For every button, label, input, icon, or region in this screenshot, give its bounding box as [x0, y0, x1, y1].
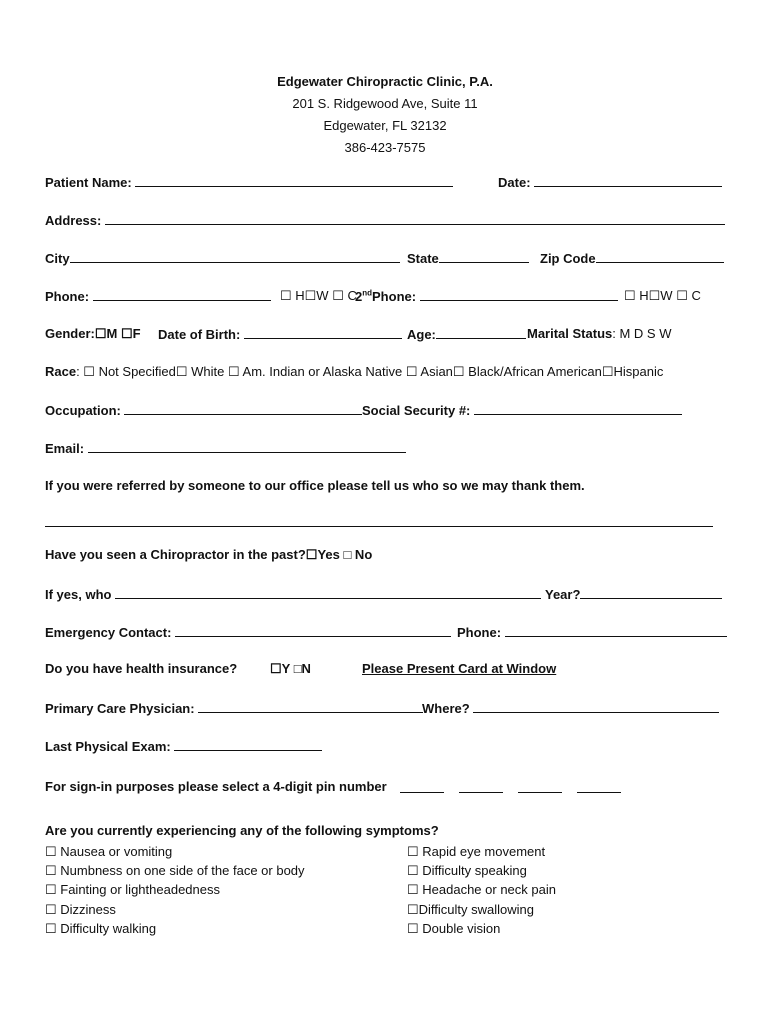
email-row: Email: — [45, 440, 406, 456]
clinic-address-line1: 201 S. Ridgewood Ave, Suite 11 — [292, 96, 478, 111]
dob-label: Date of Birth — [158, 327, 236, 342]
symptom-difficulty-swallowing[interactable]: ☐Difficulty swallowing — [407, 902, 535, 917]
ssn-row — [362, 402, 682, 418]
gender-options[interactable]: ☐M ☐F — [94, 326, 141, 341]
marital-label: Marital Status — [527, 326, 613, 341]
pcp-label: Primary Care Physician: — [45, 701, 195, 716]
email-label: Email — [45, 441, 80, 456]
symptom-difficulty-speaking[interactable]: ☐ Difficulty speaking — [407, 863, 527, 878]
clinic-name: Edgewater Chiropractic Clinic, P.A. — [277, 74, 493, 89]
last-exam-field[interactable] — [174, 738, 322, 751]
symptom-numbness[interactable]: ☐ Numbness on one side of the face or body — [45, 863, 305, 878]
symptom-difficulty-walking[interactable]: ☐ Difficulty walking — [45, 921, 157, 936]
where-field[interactable] — [473, 700, 719, 713]
phone-label: Phone — [45, 289, 85, 304]
zip-field[interactable] — [596, 250, 724, 263]
pin-digit-3[interactable] — [518, 778, 562, 793]
occupation-field[interactable] — [124, 402, 362, 415]
marital-options[interactable]: : M D S W — [612, 326, 672, 341]
last-exam-label: Last Physical Exam: — [45, 739, 171, 754]
where-label: Where? — [422, 701, 470, 716]
patient-name-field[interactable] — [135, 174, 453, 187]
year-row — [545, 586, 722, 602]
phone2-row: 2ndPhone: — [355, 288, 618, 304]
symptom-fainting[interactable]: ☐ Fainting or lightheadedness — [45, 882, 220, 897]
gender-row — [45, 326, 141, 342]
age-label: Age: — [407, 327, 436, 342]
year-field[interactable] — [580, 586, 722, 599]
email-field[interactable] — [88, 440, 406, 453]
last-exam-row — [45, 738, 322, 754]
year-label: Year? — [545, 587, 581, 602]
present-card-notice: Please Present Card at Window — [362, 661, 557, 676]
emergency-row — [45, 624, 451, 640]
patient-name-row: Patient Name: — [45, 174, 453, 190]
referred-question: If you were referred by someone to our office please tell us who so we may thank them. — [45, 478, 585, 493]
phone-field[interactable] — [93, 288, 271, 301]
phone-type-options[interactable]: ☐ H☐W ☐ C — [280, 288, 357, 303]
state-row — [407, 250, 529, 266]
clinic-phone: 386-423-7575 — [344, 140, 426, 155]
referred-field[interactable] — [45, 514, 713, 527]
insurance-options[interactable]: ☐Y □N — [270, 661, 311, 676]
insurance-question: Do you have health insurance? — [45, 661, 238, 676]
emergency-label: Emergency Contact: — [45, 625, 172, 640]
city-field[interactable] — [70, 250, 400, 263]
symptom-double-vision[interactable]: ☐ Double vision — [407, 921, 501, 936]
address-field[interactable] — [105, 212, 725, 225]
if-yes-label: If yes, who — [45, 587, 112, 602]
dob-row: Date of Birth: — [158, 326, 402, 342]
ssn-field[interactable] — [474, 402, 682, 415]
phone2-label-post: Phone — [372, 289, 412, 304]
pin-digit-2[interactable] — [459, 778, 503, 793]
date-row: Date: — [498, 174, 722, 190]
patient-name-label: Patient Name — [45, 175, 128, 190]
age-field[interactable] — [436, 326, 526, 339]
where-row — [422, 700, 719, 716]
pin-label: For sign-in purposes please select a 4-digit pin number — [45, 779, 387, 794]
pin-digit-4[interactable] — [577, 778, 621, 793]
gender-label: Gender: — [45, 326, 95, 341]
age-row — [407, 326, 526, 342]
date-field[interactable] — [534, 174, 722, 187]
race-row — [45, 364, 663, 380]
ssn-label: Social Security #: — [362, 403, 471, 418]
phone2-type-options[interactable]: ☐ H☐W ☐ C — [624, 288, 701, 303]
city-label: City — [45, 251, 70, 266]
phone-row: Phone: — [45, 288, 271, 304]
emergency-phone-field[interactable] — [505, 624, 727, 637]
city-row — [45, 250, 400, 266]
zip-row — [540, 250, 724, 266]
date-label: Date — [498, 175, 527, 190]
emergency-phone-row — [457, 624, 727, 640]
address-row: Address: — [45, 212, 725, 228]
emergency-phone-label: Phone: — [457, 625, 502, 640]
race-label: Race — [45, 364, 77, 379]
emergency-field[interactable] — [175, 624, 451, 637]
phone2-sup: nd — [362, 288, 373, 298]
pin-digit-1[interactable] — [400, 778, 444, 793]
occupation-label: Occupation — [45, 403, 117, 418]
chiro-past-question[interactable]: Have you seen a Chiropractor in the past?☐Yes □ No — [45, 547, 373, 562]
race-options[interactable]: : ☐ Not Specified☐ White ☐ Am. Indian or Alaska Native ☐ Asian☐ Black/African American☐Hispanic — [76, 364, 664, 379]
if-yes-field[interactable] — [115, 586, 541, 599]
phone2-label-pre: 2 — [355, 289, 363, 304]
symptom-nausea[interactable]: ☐ Nausea or vomiting — [45, 844, 173, 859]
pcp-field[interactable] — [198, 700, 423, 713]
dob-field[interactable] — [244, 326, 402, 339]
address-label: Address — [45, 213, 98, 228]
symptom-headache[interactable]: ☐ Headache or neck pain — [407, 882, 556, 897]
symptoms-question: Are you currently experiencing any of the following symptoms? — [45, 823, 439, 838]
zip-label: Zip Code — [540, 251, 596, 266]
pcp-row — [45, 700, 423, 716]
marital-row — [527, 326, 671, 341]
if-yes-row — [45, 586, 541, 602]
state-field[interactable] — [439, 250, 529, 263]
clinic-address-line2: Edgewater, FL 32132 — [323, 118, 447, 133]
occupation-row: Occupation: — [45, 402, 362, 418]
phone2-field[interactable] — [420, 288, 618, 301]
state-label: State — [407, 251, 439, 266]
symptom-rapid-eye[interactable]: ☐ Rapid eye movement — [407, 844, 546, 859]
symptom-dizziness[interactable]: ☐ Dizziness — [45, 902, 116, 917]
